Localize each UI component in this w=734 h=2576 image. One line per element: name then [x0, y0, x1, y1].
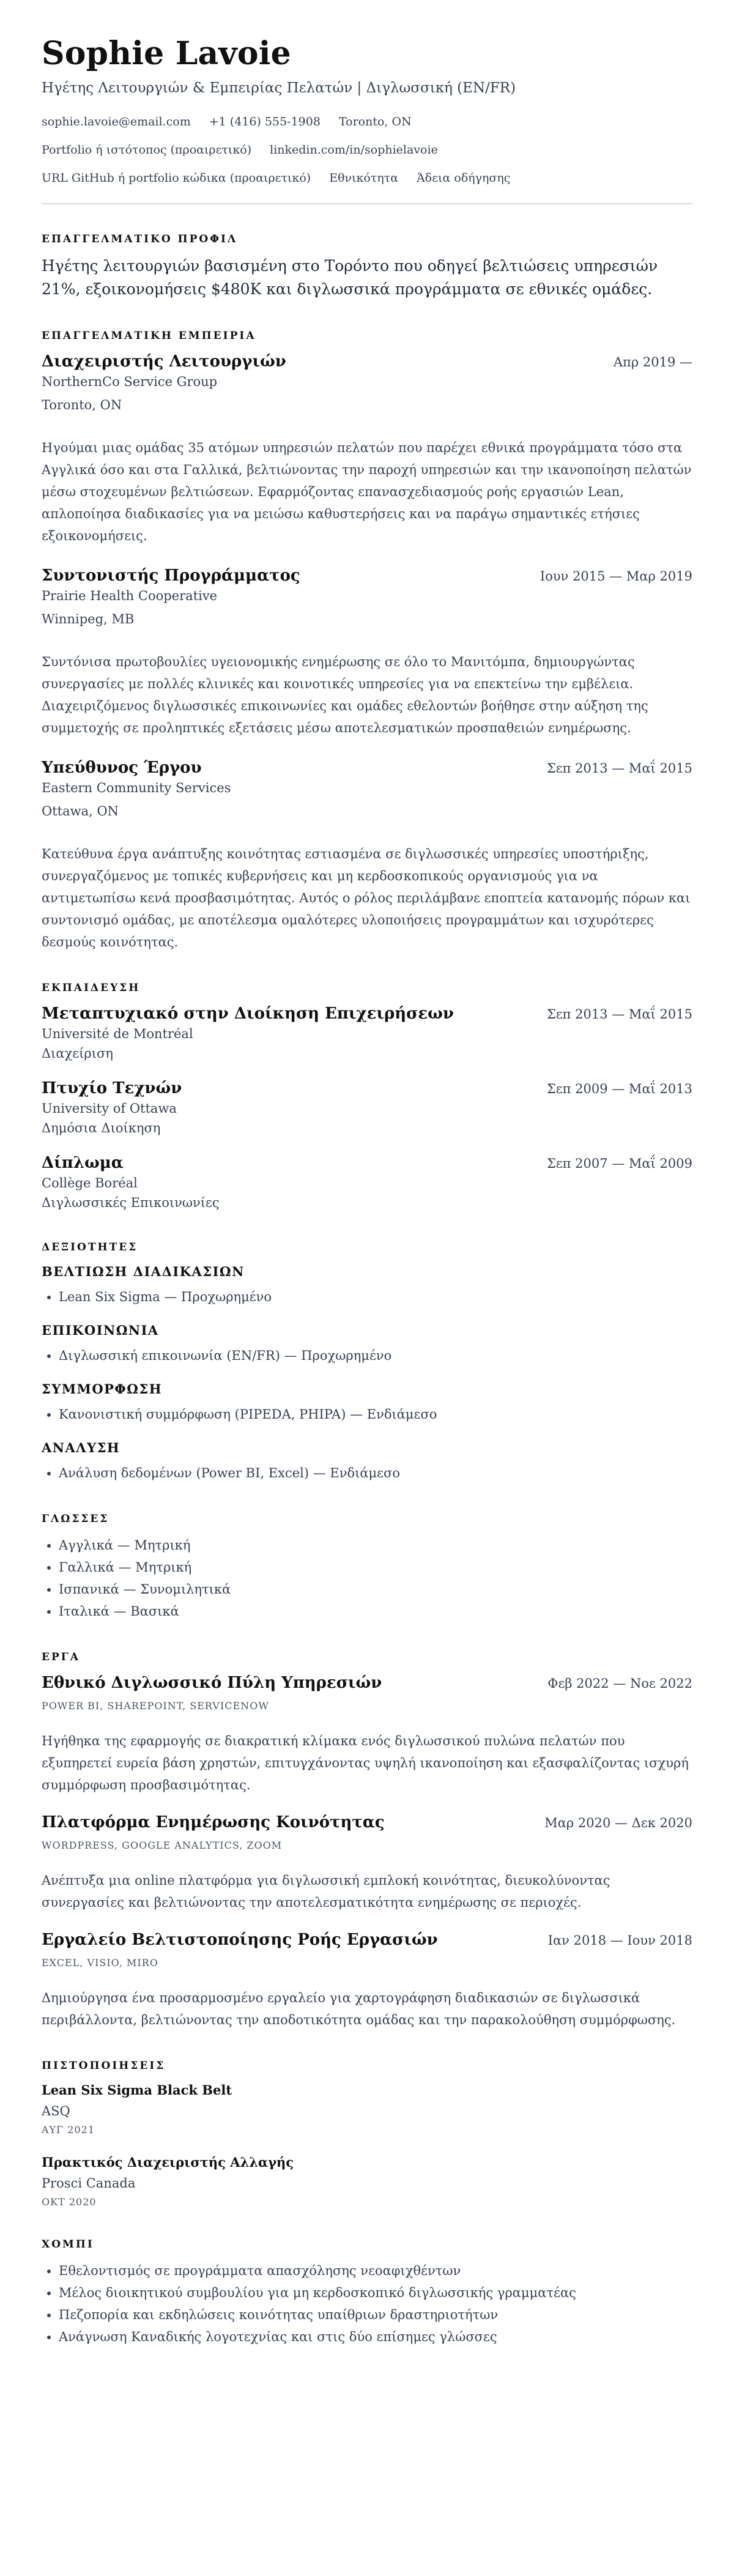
- certification-name: Lean Six Sigma Black Belt: [42, 2082, 232, 2098]
- skill-group: [42, 1321, 692, 1367]
- education-dates: Σεπ 2007 — Μαΐ 2009: [546, 1156, 692, 1171]
- certification-date: ΑΥΓ 2021: [42, 2124, 95, 2136]
- certification-item: [42, 2153, 692, 2210]
- skill-item: • Ανάλυση δεδομένων (Power BI, Excel) — Ενδιάμεσο: [59, 1462, 692, 1484]
- languages-section: [42, 1512, 692, 1622]
- education-dates: Σεπ 2009 — Μαΐ 2013: [546, 1082, 692, 1096]
- summary-section: [42, 232, 692, 301]
- contact-row-3: [42, 170, 692, 186]
- certification-item: [42, 2081, 692, 2137]
- school-name: University of Ottawa: [42, 1101, 177, 1116]
- candidate-name: Sophie Lavoie: [42, 35, 291, 72]
- email-link[interactable]: sophie.lavoie@email.com: [42, 115, 191, 128]
- job-company: NorthernCo Service Group: [42, 374, 218, 389]
- project-name: Εργαλείο Βελτιστοποίησης Ροής Εργασιών: [42, 1931, 438, 1949]
- skill-item: • Κανονιστική συμμόρφωση (PIPEDA, PHIPA) — Ενδιάμεσο: [59, 1403, 692, 1425]
- job-dates: Απρ 2019 —: [613, 355, 692, 369]
- skills-section: [42, 1241, 692, 1484]
- project-item: [42, 1812, 692, 1913]
- linkedin-link[interactable]: linkedin.com/in/sophielavoie: [270, 143, 438, 157]
- skill-category: ΒΕΛΤΙΩΣΗ ΔΙΑΔΙΚΑΣΙΩΝ: [42, 1264, 245, 1279]
- education-dates: Σεπ 2013 — Μαΐ 2015: [546, 1007, 692, 1022]
- candidate-headline: Ηγέτης Λειτουργιών & Εμπειρίας Πελατών | Διγλωσσική (EN/FR): [42, 80, 516, 96]
- section-title: ΕΚΠΑΙΔΕΥΣΗ: [42, 982, 141, 994]
- job-location: Ottawa, ON: [42, 804, 119, 818]
- language-item: • Γαλλικά — Μητρική: [59, 1556, 692, 1578]
- certification-issuer: ASQ: [42, 2104, 70, 2118]
- field-of-study: Δημόσια Διοίκηση: [42, 1121, 161, 1135]
- section-title: ΧΟΜΠΙ: [42, 2238, 94, 2251]
- school-name: Université de Montréal: [42, 1026, 193, 1041]
- projects-section: [42, 1650, 692, 2031]
- degree-title: Πτυχίο Τεχνών: [42, 1079, 182, 1097]
- skill-category: ΑΝΑΛΥΣΗ: [42, 1440, 120, 1455]
- job-location: Toronto, ON: [42, 398, 122, 412]
- phone-link[interactable]: +1 (416) 555-1908: [209, 115, 321, 128]
- experience-item: [42, 351, 692, 547]
- language-item: • Ισπανικά — Συνομιλητικά: [59, 1578, 692, 1600]
- project-tech: WORDPRESS, GOOGLE ANALYTICS, ZOOM: [42, 1839, 283, 1851]
- education-item: [42, 1078, 692, 1138]
- skill-category: ΕΠΙΚΟΙΝΩΝΙΑ: [42, 1323, 159, 1338]
- project-description: Δημιούργησα ένα προσαρμοσμένο εργαλείο για χαρτογράφηση διαδικασιών σε διγλωσσικά περιβάλλοντα, βελτιώνοντας την αποδοτικότητα ομάδας και την παρακολούθηση συμμόρφωσης.: [42, 1991, 676, 2027]
- hobby-item: • Εθελοντισμός σε προγράμματα απασχόλησης νεοαφιχθέντων: [59, 2260, 692, 2282]
- experience-section: [42, 329, 692, 953]
- job-dates: Ιουν 2015 — Μαρ 2019: [539, 569, 692, 584]
- job-company: Prairie Health Cooperative: [42, 588, 218, 603]
- job-description: Κατεύθυνα έργα ανάπτυξης κοινότητας εστιασμένα σε διγλωσσικές υπηρεσίες υποστήριξης, συνεργαζόμενος με τοπικές κυβερνήσεις και μη κερδοσκοπικούς οργανισμούς για να αντιμετωπίσω κενά προσβασιμότητας. Αυτός ο ρόλος περιλάμβανε εποπτεία κατανομής πόρων και συντονισμό ομάδας, με αποτέλεσμα ομαλότερες υλοποιήσεις προγραμμάτων και ισχυρότερες δεσμούς κοινότητας.: [42, 847, 691, 949]
- summary-text: Ηγέτης λειτουργιών βασισμένη στο Τορόντο που οδηγεί βελτιώσεις υπηρεσιών 21%, εξοικονομήσεις $480K και διγλωσσικά προγράμματα σε εθνικές ομάδες.: [42, 257, 658, 298]
- education-item: [42, 1153, 692, 1212]
- language-item: • Ιταλικά — Βασικά: [59, 1600, 692, 1622]
- project-name: Εθνικό Διγλωσσικό Πύλη Υπηρεσιών: [42, 1674, 382, 1692]
- language-item: • Αγγλικά — Μητρική: [59, 1534, 692, 1556]
- section-title: ΕΠΑΓΓΕΛΜΑΤΙΚΗ ΕΜΠΕΙΡΙΑ: [42, 330, 256, 342]
- contact-row-1: [42, 114, 692, 130]
- section-title: ΠΙΣΤΟΠΟΙΗΣΕΙΣ: [42, 2060, 166, 2072]
- github-link[interactable]: URL GitHub ή portfolio κώδικα (προαιρετικό): [42, 171, 311, 185]
- resume-header: [42, 34, 692, 204]
- job-title: Υπεύθυνος Έργου: [42, 759, 202, 777]
- school-name: Collège Boréal: [42, 1176, 138, 1190]
- certifications-section: [42, 2059, 692, 2210]
- certification-date: ΟΚΤ 2020: [42, 2196, 97, 2208]
- degree-title: Μεταπτυχιακό στην Διοίκηση Επιχειρήσεων: [42, 1004, 454, 1023]
- education-item: [42, 1003, 692, 1063]
- project-dates: Φεβ 2022 — Νοε 2022: [547, 1676, 692, 1691]
- project-dates: Ιαν 2018 — Ιουν 2018: [547, 1933, 692, 1948]
- project-description: Ανέπτυξα μια online πλατφόρμα για διγλωσσική εμπλοκή κοινότητας, διευκολύνοντας συνεργασίες και βελτιώνοντας την αποτελεσματικότητα ενημέρωσης σε περιοχές.: [42, 1873, 610, 1910]
- section-title: ΕΡΓΑ: [42, 1651, 80, 1663]
- field-of-study: Διαχείριση: [42, 1046, 113, 1061]
- certification-issuer: Prosci Canada: [42, 2176, 136, 2191]
- project-tech: EXCEL, VISIO, MIRO: [42, 1957, 158, 1969]
- skill-group: [42, 1263, 692, 1308]
- citizenship-text: Εθνικότητα: [329, 171, 399, 185]
- job-title: Συντονιστής Προγράμματος: [42, 566, 300, 585]
- experience-item: [42, 565, 692, 739]
- job-title: Διαχειριστής Λειτουργιών: [42, 352, 286, 371]
- project-description: Ηγήθηκα της εφαρμογής σε διακρατική κλίμακα ενός διγλωσσικού πυλώνα πελατών που εξυπηρετεί ευρεία βάση χρηστών, επιτυγχάνοντας υψηλή ικανοποίηση και εξασφαλίζοντας ισχυρή συμμόρφωση προσβασιμότητας.: [42, 1734, 689, 1792]
- section-title: ΕΠΑΓΓΕΛΜΑΤΙΚΟ ΠΡΟΦΙΛ: [42, 233, 238, 245]
- job-description: Ηγούμαι μιας ομάδας 35 ατόμων υπηρεσιών πελατών που παρέχει εθνικά προγράμματα τόσο στα Αγγλικά όσο και στα Γαλλικά, βελτιώνοντας την παροχή υπηρεσιών και την ικανοποίηση πελατών μέσω στοχευμένων βελτιώσεων. Εφαρμόζοντας επανασχεδιασμούς ροής εργασιών Lean, απλοποίησα διαδικασίες για να μειώσω καθυστερήσεις και να παράγω σημαντικές ετήσιες εξοικονομήσεις.: [42, 440, 692, 543]
- hobby-item: • Ανάγνωση Καναδικής λογοτεχνίας και στις δύο επίσημες γλώσσες: [59, 2326, 692, 2348]
- work-permit-text: Άδεια οδήγησης: [417, 171, 511, 185]
- skill-category: ΣΥΜΜΟΡΦΩΣΗ: [42, 1381, 163, 1397]
- skill-item: • Διγλωσσική επικοινωνία (EN/FR) — Προχωρημένο: [59, 1345, 692, 1367]
- contact-row-2: [42, 142, 692, 158]
- job-dates: Σεπ 2013 — Μαΐ 2015: [546, 761, 692, 776]
- location-text: Toronto, ON: [338, 115, 412, 128]
- section-title: ΔΕΞΙΟΤΗΤΕΣ: [42, 1241, 138, 1253]
- job-description: Συντόνισα πρωτοβουλίες υγειονομικής ενημέρωσης σε όλο το Μανιτόμπα, δημιουργώντας συνεργασίες με πολλές κλινικές και κοινοτικές υπηρεσίες για να επεκτείνω την εμβέλεια. Διαχειριζόμενος διγλωσσικές επικοινωνίες και ομάδες εθελοντών βοήθησε στην αύξηση της συμμετοχής σε προληπτικές εξετάσεις μέσω αποτελεσματικών προσπαθειών ενημέρωσης.: [42, 655, 648, 735]
- certification-name: Πρακτικός Διαχειριστής Αλλαγής: [42, 2155, 294, 2170]
- degree-title: Δίπλωμα: [42, 1154, 124, 1172]
- project-name: Πλατφόρμα Ενημέρωσης Κοινότητας: [42, 1813, 385, 1832]
- skill-group: [42, 1439, 692, 1484]
- project-dates: Μαρ 2020 — Δεκ 2020: [544, 1816, 692, 1830]
- portfolio-link[interactable]: Portfolio ή ιστότοπος (προαιρετικό): [42, 143, 252, 157]
- field-of-study: Διγλωσσικές Επικοινωνίες: [42, 1195, 220, 1210]
- job-company: Eastern Community Services: [42, 781, 231, 795]
- hobbies-section: [42, 2238, 692, 2348]
- education-section: [42, 981, 692, 1212]
- hobby-item: • Μέλος διοικητικού συμβουλίου για μη κερδοσκοπικό διγλωσσικής γραμματέας: [59, 2282, 692, 2304]
- experience-item: [42, 757, 692, 953]
- project-tech: POWER BI, SHAREPOINT, SERVICENOW: [42, 1700, 269, 1712]
- skill-item: • Lean Six Sigma — Προχωρημένο: [59, 1286, 692, 1308]
- job-location: Winnipeg, MB: [42, 612, 135, 626]
- header-divider: [42, 203, 692, 204]
- project-item: [42, 1929, 692, 2031]
- project-item: [42, 1672, 692, 1796]
- section-title: ΓΛΩΣΣΕΣ: [42, 1513, 109, 1525]
- hobby-item: • Πεζοπορία και εκδηλώσεις κοινότητας υπαίθριων δραστηριοτήτων: [59, 2304, 692, 2326]
- contact-info: [42, 114, 692, 186]
- skill-group: [42, 1380, 692, 1425]
